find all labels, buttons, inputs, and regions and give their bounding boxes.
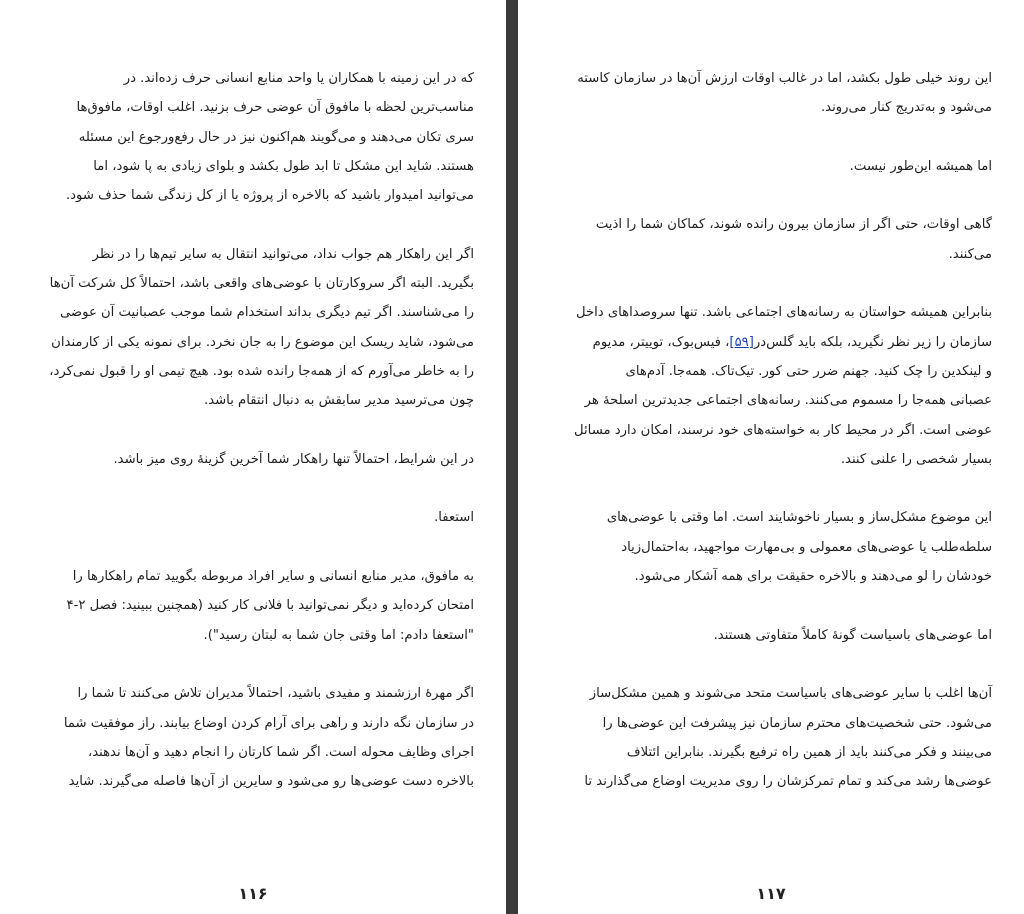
- paragraph: در این شرایط، احتمالاً تنها راهکار شما آخرین گزینهٔ روی میز باشد.: [113, 451, 474, 467]
- right-page: [518, 0, 1024, 914]
- paragraph: اگر این راهکار هم جواب نداد، می‌توانید انتقال به سایر تیم‌ها را در نظر بگیرید. البته اگر سروکارتان با عوضی‌های واقعی باشد، احتمالاً کل شرکت آن‌ها را می‌شناسند. اگر تیم دیگری بداند استخدام شما موجب عصبانیت آن عوضی می‌شود، شاید ریسک این موضوع را به جان نخرد. برای نمونه یکی از کارمندان را به خاطر می‌آورم که از همه‌جا رانده شده بود. هیچ تیمی او را قبول نمی‌کرد، چون می‌ترسید مدیر سابقش به دنبال انتقام باشد.: [49, 246, 474, 409]
- paragraph-with-footnote: [560, 298, 992, 474]
- paragraph: آن‌ها اغلب با سایر عوضی‌های باسیاست متحد می‌شوند و همین مشکل‌ساز می‌شود. حتی شخصیت‌های محترم سازمان نیز پیشرفت این عوضی‌ها را می‌بینند و فکر می‌کنند باید از همین راه ترفیع بگیرند. بنابراین ائتلاف عوضی‌ها رشد می‌کند و تمام تمرکزشان را روی مدیریت اوضاع می‌گذارند تا: [584, 686, 992, 790]
- book-gutter: [506, 0, 518, 914]
- footnote-link[interactable]: [۵۹]: [729, 334, 754, 350]
- paragraph: که در این زمینه با همکاران یا واحد منابع انسانی حرف زده‌اند. در مناسب‌ترین لحظه با مافوق آن عوضی حرف بزنید. اغلب اوقات، مافوق‌ها سری تکان می‌دهند و می‌گویند هم‌اکنون نیز در حال رفع‌ورجوع این مسئله هستند. شاید این مشکل تا ابد طول بکشد و بلوای زیادی به پا شود، اما می‌توانید امیدوار باشید که بالاخره از پروژه یا از کل زندگی شما حذف شود.: [65, 71, 474, 204]
- paragraph: استعفا.: [434, 510, 474, 526]
- page-number: ۱۱۷: [756, 884, 786, 903]
- paragraph-text: ، فیس‌بوک، توییتر، مدیوم و لینکدین را چک کنید. جهنم ضرر حتی کور. تیک‌تاک. همه‌جا. آدم‌های عصبانی همه‌جا را مسموم می‌کنند. رسانه‌های اجتماعی جدیدترین اسلحهٔ هر عوضی است. اگر در محیط کار به خواسته‌های خود نرسند، امکان دارد مسائل بسیار شخصی را علنی کنند.: [574, 334, 992, 467]
- paragraph-text: بنابراین همیشه حواستان به رسانه‌های اجتماعی باشد. تنها سروصداهای داخل سازمان را زیر نظر نگیرید، بلکه باید گلس‌در: [575, 305, 992, 350]
- paragraph: اگر مهرهٔ ارزشمند و مفیدی باشید، احتمالاً مدیران تلاش می‌کنند تا شما را در سازمان نگه دارند و راهی برای آرام کردن اوضاع بیابند. راز موفقیت شما اجرای وظایف محوله است. اگر شما کارتان را انجام دهید و آن‌ها ندهند، بالاخره دست عوضی‌ها رو می‌شود و سایرین از آن‌ها فاصله می‌گیرند. شاید: [63, 686, 474, 790]
- paragraph: گاهی اوقات، حتی اگر از سازمان بیرون رانده شوند، کماکان شما را اذیت می‌کنند.: [595, 217, 992, 262]
- paragraph: این موضوع مشکل‌ساز و بسیار ناخوشایند است. اما وقتی با عوضی‌های سلطه‌طلب یا عوضی‌های معمولی و بی‌مهارت مواجهید، به‌احتمال‌زیاد خودشان را لو می‌دهند و بالاخره حقیقت برای همه آشکار می‌شود.: [606, 510, 992, 585]
- right-page-text: [560, 64, 992, 796]
- paragraph: به مافوق، مدیر منابع انسانی و سایر افراد مربوطه بگویید تمام راهکارها را امتحان کرده‌اید و دیگر نمی‌توانید با فلانی کار کنید (همچنین ببینید: فصل ۲-۴ "استعفا دادم: اما وقتی جان شما به لبتان رسید").: [66, 569, 474, 643]
- left-page-text: [42, 64, 474, 796]
- left-page: [0, 0, 506, 914]
- paragraph: اما عوضی‌های باسیاست گونهٔ کاملاً متفاوتی هستند.: [713, 627, 992, 643]
- paragraph: این روند خیلی طول بکشد، اما در غالب اوقات ارزش آن‌ها در سازمان کاسته می‌شود و به‌تدریج کنار می‌روند.: [577, 71, 992, 116]
- page-number: ۱۱۶: [238, 884, 268, 903]
- paragraph: اما همیشه این‌طور نیست.: [849, 158, 992, 174]
